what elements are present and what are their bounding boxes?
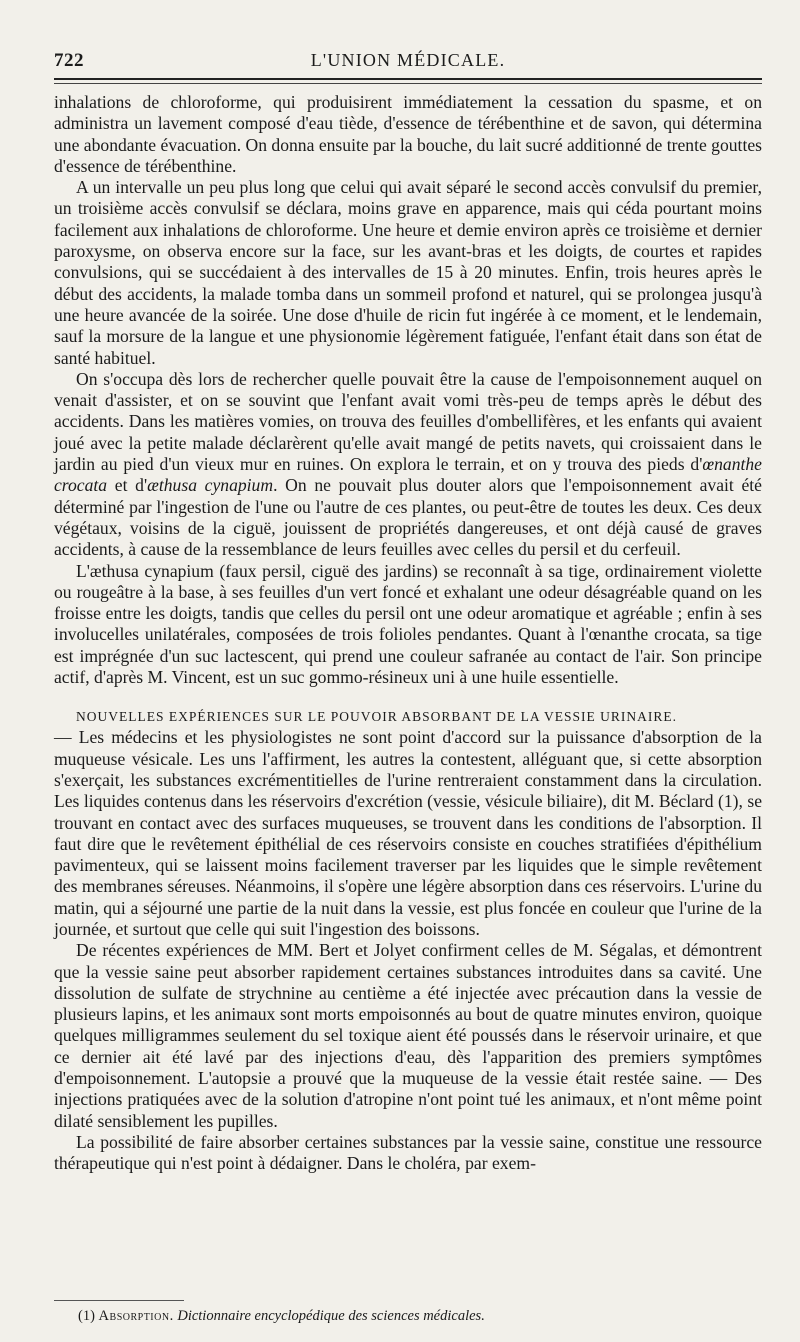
paragraph: A un intervalle un peu plus long que celui qui avait séparé le second accès convulsif du premier, un troisième accès convulsif se déclara, moins grave en apparence, mais qui céda pourtant moins facilement aux inhalations de chloroforme. Une heure et demie environ après ce troisième et dernier paroxysme, on observa encore sur la face, sur les avant-bras et les doigts, de courtes et rapides convulsions, qui se succédaient à des intervalles de 15 à 20 minutes. Enfin, trois heures après le début des accidents, la malade tomba dans un sommeil profond et naturel, qui se prolongea jusqu'à une heure avancée de la soirée. Une dose d'huile de ricin fut ingérée à ce moment, et le lendemain, sauf la morsure de la langue et une physionomie légèrement fatiguée, l'enfant était dans son état de santé habituel. xyxy=(54,177,762,368)
header-rule xyxy=(54,78,762,80)
paragraph-cause: On s'occupa dès lors de rechercher quelle pouvait être la cause de l'empoisonnement auquel on venait d'assister, et on se souvint que l'enfant avait vomi très-peu de temps après le début des accidents. Dans les matières vomies, on trouva des feuilles d'ombellifères, et les enfants qui avaient joué avec la petite malade déclarèrent qu'elle avait mangé de petits navets, qui croissaient dans le jardin au pied d'un vieux mur en ruines. On explora le terrain, et on y trouva des pieds d'œnanthe crocata et d'æthusa cynapium. On ne pouvait plus douter alors que l'empoisonnement avait été déterminé par l'ingestion de l'une ou l'autre de ces plantes, ou peut-être de toutes les deux. Ces deux végétaux, voisins de la ciguë, jouissent de propriétés dangereuses, et ont déjà causé de graves accidents, à cause de la ressemblance de leurs feuilles avec celles du persil et du cerfeuil. xyxy=(54,368,762,560)
running-title: L'UNION MÉDICALE. xyxy=(310,50,506,70)
paragraph: L'æthusa cynapium (faux persil, ciguë des jardins) se reconnaît à sa tige, ordinairement violette ou rougeâtre à la base, à ses feuilles d'un vert foncé et exhalant une odeur désagréable quand on les froisse entre les doigts, tandis que celles du persil ont une odeur aromatique et agréable ; enfin à ses involucelles unilatérales, composées de trois folioles pendantes. Quant à l'œnanthe crocata, sa tige est imprégnée d'un suc lactescent, qui prend une couleur safranée au contact de l'air. Son principe actif, d'après M. Vincent, est un suc gommo-résineux uni à une huile essentielle. xyxy=(54,560,762,688)
section-paragraph: De récentes expériences de MM. Bert et Jolyet confirment celles de M. Ségalas, et démontrent que la vessie saine peut absorber rapidement certaines substances introduites dans sa cavité. Une dissolution de sulfate de strychnine au centième a été injectée avec précaution dans la vessie de plusieurs lapins, et les animaux sont morts empoisonnés au bout de quatre minutes environ, quoique quelques milligrammes seulement du sel toxique aient été poussés dans le réservoir urinaire, et que ce dernier ait été lavé par des injections d'eau, dès l'apparition des premiers symptômes d'empoisonnement. L'autopsie a prouvé que la muqueuse de la vessie était restée saine. — Des injections pratiquées avec de la solution d'atropine n'ont point tué les animaux, et n'ont même point dilaté sensiblement les pupilles. xyxy=(54,940,762,1131)
plant-name-oenanthe: œnanthe crocata xyxy=(54,454,762,496)
page-header xyxy=(54,44,762,74)
footnote xyxy=(78,1306,762,1326)
plant-name-aethusa: æthusa cynapium xyxy=(147,475,274,496)
section-paragraph: — Les médecins et les physiologistes ne sont point d'accord sur la puissance d'absorption de la muqueuse vésicale. Les uns l'affirment, les autres la contestent, alléguant que, si cette absorption s'exerçait, les substances excrémentitielles de l'urine rentreraient constamment dans la circulation. Les liquides contenus dans les réservoirs d'excrétion (vessie, vésicule biliaire), dit M. Béclard (1), se trouvant en contact avec des surfaces muqueuses, se trouvent dans les conditions de l'absorption. Il faut dire que le revêtement épithélial de ces réservoirs consiste en couches stratifiées d'épithélium pavimenteux, qui se laissent moins facilement traverser par les liquides que le simple revêtement des membranes séreuses. Néanmoins, il s'opère une légère absorption dans ces réservoirs. L'urine du matin, qui a séjourné une partie de la nuit dans la vessie, est plus foncée en couleur que l'urine de la journée, et surtout que celle qui suit l'ingestion des boissons. xyxy=(54,727,762,939)
page-number: 722 xyxy=(54,50,84,71)
footnote-marker: (1) xyxy=(78,1308,95,1324)
paragraph-continuation: inhalations de chloroforme, qui produisirent immédiatement la cessation du spasme, et on administra un lavement composé d'eau tiède, d'essence de térébenthine et de savon, qui détermina une abondante évacuation. On donna ensuite par la bouche, du lait sucré additionné de trente gouttes d'essence de térébenthine. xyxy=(54,92,762,176)
section-paragraph: La possibilité de faire absorber certaines substances par la vessie saine, constitue une ressource thérapeutique qui n'est point à dédaigner. Dans le choléra, par exem- xyxy=(54,1131,762,1174)
footnote-source: Dictionnaire encyclopédique des sciences médicales. xyxy=(177,1308,485,1324)
footnote-label: Absorption. xyxy=(98,1308,174,1324)
section-heading: NOUVELLES EXPÉRIENCES SUR LE POUVOIR ABSORBANT DE LA VESSIE URINAIRE. xyxy=(76,709,678,725)
article-body xyxy=(54,92,762,1175)
header-rule-thin xyxy=(54,83,762,84)
footnote-rule xyxy=(54,1300,184,1301)
